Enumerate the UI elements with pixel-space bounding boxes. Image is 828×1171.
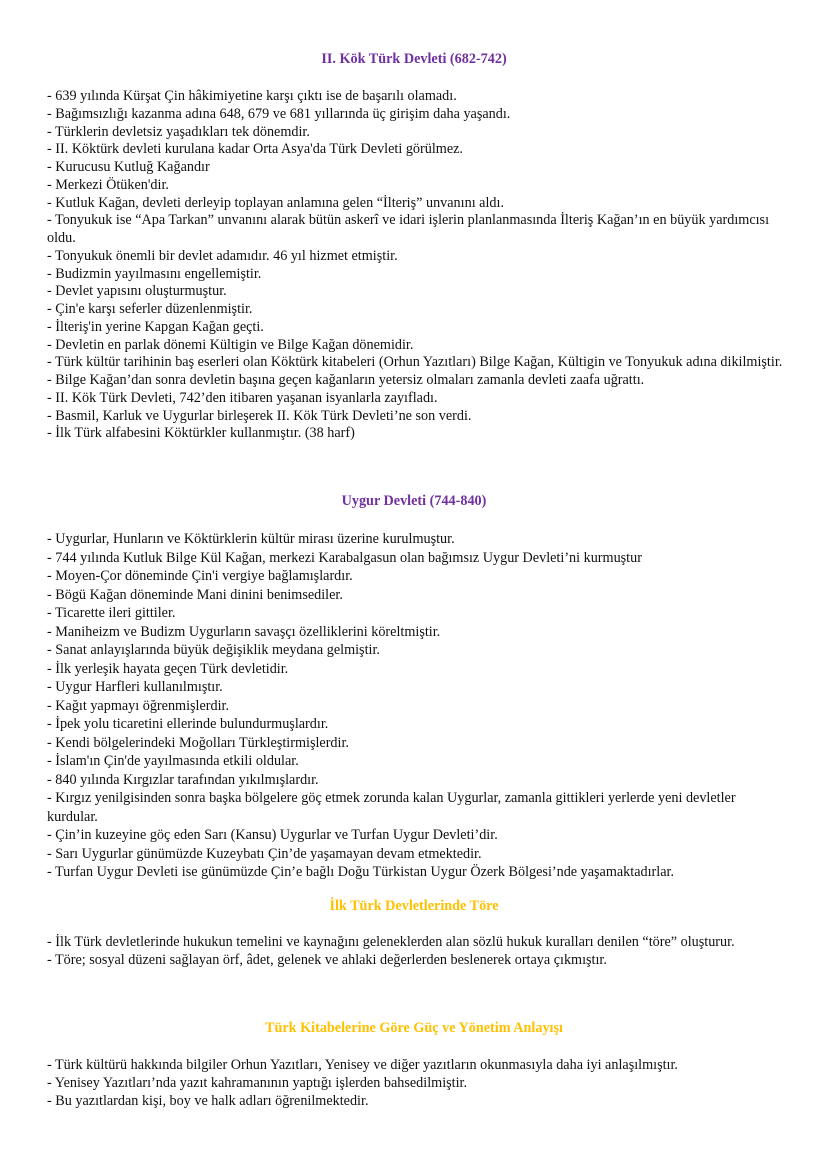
section-title-kokturk: II. Kök Türk Devleti (682-742) bbox=[321, 51, 507, 67]
list-item: - Tonyukuk ise “Apa Tarkan” unvanını alarak bütün askerî ve idari işlerin planlanmasında İlteriş Kağan’ın en büyük yardımcısı oldu. bbox=[47, 212, 770, 246]
section-title-uygur: Uygur Devleti (744-840) bbox=[341, 493, 487, 509]
list-item: - İlteriş'in yerine Kapgan Kağan geçti. bbox=[47, 318, 264, 335]
list-item: - 639 yılında Kürşat Çin hâkimiyetine karşı çıktı ise de başarılı olamadı. bbox=[47, 88, 457, 104]
list-item: - İslam'ın Çin'de yayılmasında etkili oldular. bbox=[47, 753, 299, 769]
section-kitabeler-body bbox=[47, 1057, 785, 1110]
list-item: - Tonyukuk önemli bir devlet adamıdır. 46 yıl hizmet etmiştir. bbox=[47, 247, 398, 264]
kitabeler-list bbox=[47, 1057, 785, 1110]
section-title-tore: İlk Türk Devletlerinde Töre bbox=[329, 898, 499, 914]
list-item: - Ticarette ileri gittiler. bbox=[47, 605, 176, 621]
list-item: - Devletin en parlak dönemi Kültigin ve Bilge Kağan dönemidir. bbox=[47, 336, 414, 353]
list-item: - Moyen-Çor döneminde Çin'i vergiye bağlamışlardır. bbox=[47, 568, 353, 584]
list-item: - Budizmin yayılmasını engellemiştir. bbox=[47, 265, 262, 282]
section-kokturk-body bbox=[47, 88, 785, 443]
list-item: - Türklerin devletsiz yaşadıkları tek dönemdir. bbox=[47, 123, 310, 140]
uygur-list bbox=[47, 530, 785, 882]
list-item: - İlk Türk devletlerinde hukukun temelini ve kaynağını geleneklerden alan sözlü hukuk kuralları denilen “töre” oluşturur. bbox=[47, 934, 735, 950]
list-item: - Uygur Harfleri kullanılmıştır. bbox=[47, 679, 223, 695]
list-item: - Maniheizm ve Budizm Uygurların savaşçı özelliklerini köreltmiştir. bbox=[47, 623, 441, 640]
list-item: - 744 yılında Kutluk Bilge Kül Kağan, merkezi Karabalgasun olan bağımsız Uygur Devleti’ni kurmuştur bbox=[47, 549, 642, 566]
list-item: - II. Kök Türk Devleti, 742’den itibaren yaşanan isyanlarla zayıfladı. bbox=[47, 389, 438, 406]
list-item: - Merkezi Ötüken'dir. bbox=[47, 176, 169, 193]
list-item: - Türk kültür tarihinin baş eserleri olan Köktürk kitabeleri (Orhun Yazıtları) Bilge Kağan, Kültigin ve Tonyukuk adına dikilmiştir. bbox=[47, 354, 783, 371]
list-item: - İpek yolu ticaretini ellerinde bulundurmuşlardır. bbox=[47, 716, 329, 732]
list-item: - Uygurlar, Hunların ve Köktürklerin kültür mirası üzerine kurulmuştur. bbox=[47, 531, 455, 547]
list-item: - İlk Türk alfabesini Köktürkler kullanmıştır. (38 harf) bbox=[47, 425, 355, 442]
list-item: - Sanat anlayışlarında büyük değişiklik meydana gelmiştir. bbox=[47, 642, 380, 658]
list-item: - Kurucusu Kutluğ Kağandır bbox=[47, 159, 210, 175]
section-title-kitabeler: Türk Kitabelerine Göre Güç ve Yönetim Anlayışı bbox=[265, 1020, 563, 1036]
list-item: - Sarı Uygurlar günümüzde Kuzeybatı Çin’de yaşamayan devam etmektedir. bbox=[47, 845, 482, 862]
section-tore-body bbox=[47, 934, 785, 970]
list-item: - Çin'e karşı seferler düzenlenmiştir. bbox=[47, 301, 253, 317]
list-item: - Bu yazıtlardan kişi, boy ve halk adları öğrenilmektedir. bbox=[47, 1092, 369, 1109]
list-item: - Çin’in kuzeyine göç eden Sarı (Kansu) Uygurlar ve Turfan Uygur Devleti’dir. bbox=[47, 827, 498, 843]
tore-list bbox=[47, 934, 785, 970]
list-item: - Türk kültürü hakkında bilgiler Orhun Yazıtları, Yenisey ve diğer yazıtların okunmasıyla daha iyi anlaşılmıştır. bbox=[47, 1057, 678, 1073]
list-item: - Kırgız yenilgisinden sonra başka bölgelere göç etmek zorunda kalan Uygurlar, zamanla gittikleri yerlerde yeni devletler kurdular. bbox=[47, 790, 736, 825]
list-item: - Töre; sosyal düzeni sağlayan örf, âdet, gelenek ve ahlaki değerlerden beslenerek ortaya çıkmıştır. bbox=[47, 951, 607, 968]
list-item: - Bağımsızlığı kazanma adına 648, 679 ve 681 yıllarında üç girişim daha yaşandı. bbox=[47, 105, 511, 122]
list-item: - 840 yılında Kırgızlar tarafından yıkılmışlardır. bbox=[47, 771, 319, 788]
list-item: - Kağıt yapmayı öğrenmişlerdir. bbox=[47, 697, 230, 714]
list-item: - Kendi bölgelerindeki Moğolları Türkleştirmişlerdir. bbox=[47, 734, 349, 751]
section-uygur-body bbox=[47, 530, 785, 882]
list-item: - Bilge Kağan’dan sonra devletin başına geçen kağanların yetersiz olmaları zamanla devleti zaafa uğrattı. bbox=[47, 372, 645, 388]
list-item: - Turfan Uygur Devleti ise günümüzde Çin’e bağlı Doğu Türkistan Uygur Özerk Bölgesi’nde yaşamaktadırlar. bbox=[47, 864, 675, 880]
list-item: - Devlet yapısını oluşturmuştur. bbox=[47, 283, 227, 300]
list-item: - II. Köktürk devleti kurulana kadar Orta Asya'da Türk Devleti görülmez. bbox=[47, 141, 463, 158]
list-item: - Bögü Kağan döneminde Mani dinini benimsediler. bbox=[47, 586, 343, 603]
list-item: - İlk yerleşik hayata geçen Türk devletidir. bbox=[47, 660, 289, 677]
list-item: - Kutluk Kağan, devleti derleyip toplayan anlamına gelen “İlteriş” unvanını aldı. bbox=[47, 194, 504, 211]
kokturk-list bbox=[47, 88, 785, 443]
list-item: - Basmil, Karluk ve Uygurlar birleşerek II. Kök Türk Devleti’ne son verdi. bbox=[47, 407, 472, 424]
list-item: - Yenisey Yazıtları’nda yazıt kahramanının yaptığı işlerden bahsedilmiştir. bbox=[47, 1074, 468, 1091]
